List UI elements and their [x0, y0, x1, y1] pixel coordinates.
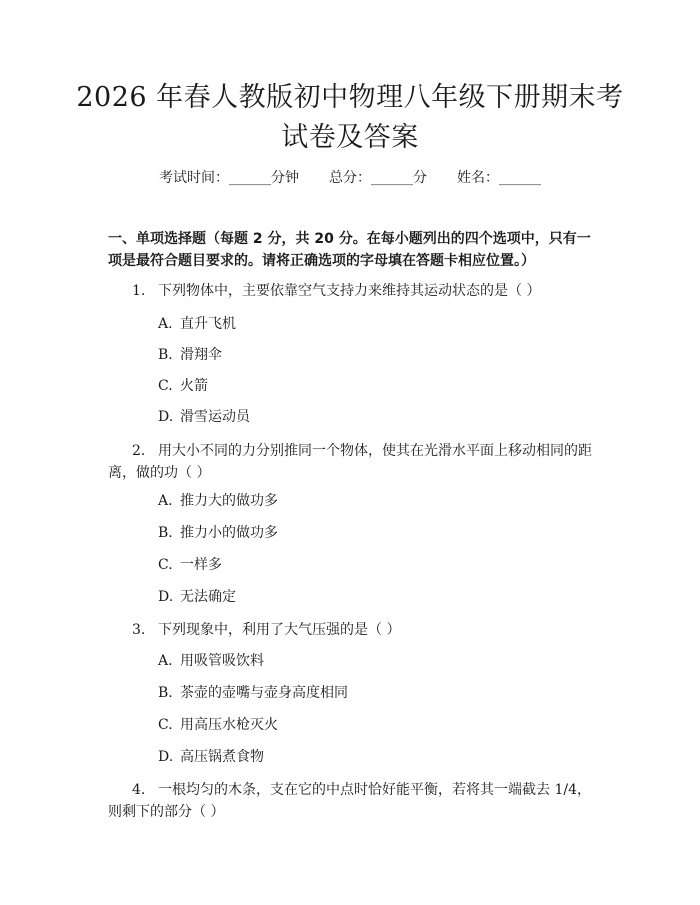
option-2-d	[158, 587, 236, 607]
option-letter: D.	[158, 589, 174, 605]
option-letter: A.	[158, 316, 173, 332]
option-1-b	[158, 345, 222, 365]
question-3	[108, 619, 598, 641]
option-3-c	[158, 715, 278, 735]
option-text: 推力小的做功多	[180, 525, 278, 541]
option-text: 一样多	[180, 557, 222, 573]
option-text: 茶壶的壶嘴与壶身高度相同	[180, 685, 348, 701]
question-number: 2.	[132, 443, 146, 459]
option-letter: B.	[158, 525, 173, 541]
option-1-c	[158, 376, 208, 396]
question-text: 用大小不同的力分别推同一个物体，使其在光滑水平面上移动相同的距离，做的功（ ）	[108, 443, 592, 481]
option-text: 推力大的做功多	[180, 493, 278, 509]
option-text: 用吸管吸饮料	[180, 653, 264, 669]
option-2-a	[158, 491, 278, 511]
option-2-b	[158, 523, 278, 543]
option-1-d	[158, 407, 250, 427]
option-letter: B.	[158, 347, 173, 363]
question-number: 4.	[132, 782, 146, 798]
question-text: 一根均匀的木条，支在它的中点时恰好能平衡，若将其一端截去 1/4，则剩下的部分（ ）	[108, 782, 591, 820]
question-2	[108, 440, 598, 484]
section-heading: 一、单项选择题（每题 2 分，共 20 分。在每小题列出的四个选项中，只有一项是最符合题目要求的。请将正确选项的字母填在答题卡相应位置。）	[108, 231, 591, 269]
option-letter: C.	[158, 717, 173, 733]
option-letter: C.	[158, 557, 173, 573]
option-3-b	[158, 683, 348, 703]
option-text: 滑翔伞	[180, 347, 222, 363]
question-1	[108, 280, 598, 302]
option-letter: A.	[158, 653, 173, 669]
exam-time: 考试时间：______分钟	[159, 170, 299, 186]
option-text: 直升飞机	[180, 316, 236, 332]
question-4	[108, 779, 598, 823]
title-line-1: 2026 年春人教版初中物理八年级下册期末考	[76, 82, 624, 113]
option-text: 无法确定	[180, 589, 236, 605]
question-text: 下列物体中，主要依靠空气支持力来维持其运动状态的是（ ）	[158, 283, 541, 299]
option-text: 用高压水枪灭火	[180, 717, 278, 733]
option-1-a	[158, 314, 236, 334]
option-letter: D.	[158, 409, 174, 425]
exam-total-score: 总分：______分	[329, 170, 427, 186]
option-letter: D.	[158, 749, 174, 765]
option-text: 滑雪运动员	[180, 409, 250, 425]
option-letter: B.	[158, 685, 173, 701]
exam-meta	[0, 168, 700, 188]
option-3-a	[158, 651, 264, 671]
question-number: 3.	[132, 622, 146, 638]
option-3-d	[158, 747, 264, 767]
option-letter: A.	[158, 493, 173, 509]
title-line-2: 试卷及答案	[281, 122, 419, 153]
option-2-c	[158, 555, 222, 575]
question-number: 1.	[132, 283, 146, 299]
option-text: 高压锅煮食物	[180, 749, 264, 765]
page-title	[60, 78, 640, 158]
option-text: 火箭	[180, 378, 208, 394]
student-name: 姓名：______	[457, 170, 541, 186]
question-text: 下列现象中，利用了大气压强的是（ ）	[158, 622, 401, 638]
option-letter: C.	[158, 378, 173, 394]
